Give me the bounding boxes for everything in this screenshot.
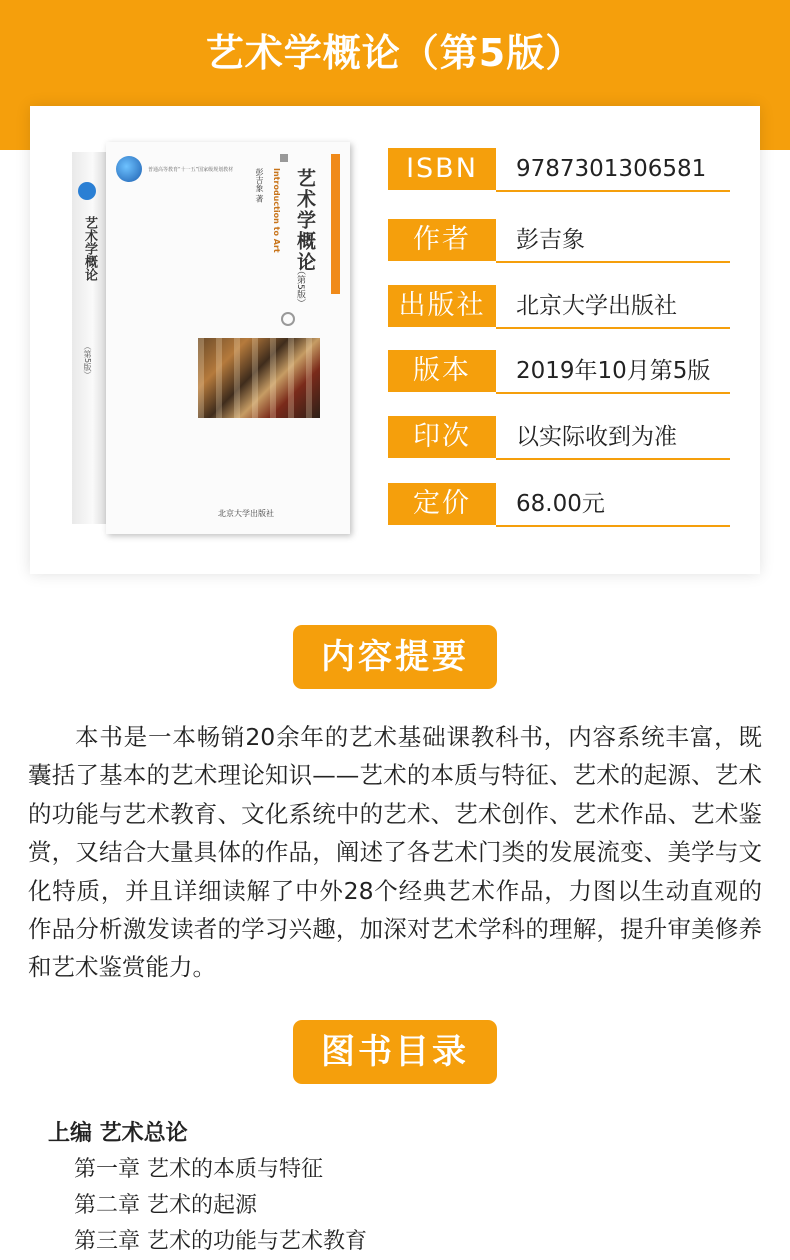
series-logo-icon [116,156,142,182]
spine-edition: （第5版） [83,342,92,380]
cover-title: 艺术学概论 [294,168,316,273]
cover-author: 彭吉象 著 [255,168,264,203]
summary-text: 本书是一本畅销20余年的艺术基础课教科书，内容系统丰富，既囊括了基本的艺术理论知识——艺术的本质与特征、艺术的起源、艺术的功能与艺术教育、文化系统中的艺术、艺术创作、艺术作品、艺术鉴赏，又结合大量具体的作品，阐述了各艺术门类的发展流变、美学与文化特质，并且详细读解了中外28个经典艺术作品，力图以生动直观的作品分析激发读者的学习兴趣，加深对艺术学科的理解，提升审美修养和艺术鉴赏能力。 [28,723,762,982]
cover-english-title: Introduction to Art [272,168,281,253]
info-value: 68.00元 [516,491,605,517]
info-value: 以实际收到为准 [516,424,677,450]
cover-edition: （第5版） [295,266,305,308]
cover-square-mark [280,154,288,162]
cover-ring-mark [281,312,295,326]
info-row-publisher [388,285,730,329]
toc-chapter: 第二章 艺术的起源 [74,1193,257,1218]
toc-chapter: 第一章 艺术的本质与特征 [74,1157,323,1182]
cover-series: 普通高等教育“十一五”国家级规划教材 [148,167,234,173]
info-row-author [388,219,730,263]
info-label: 印次 [388,416,496,458]
info-value: 北京大学出版社 [516,293,677,319]
cover-publisher: 北京大学出版社 [218,509,274,518]
info-row-isbn [388,148,730,192]
spine-badge-icon [78,182,96,200]
summary-section-title: 内容提要 [293,625,497,689]
book-info-card [30,106,760,574]
info-label: ISBN [388,148,496,190]
cover-painting [198,338,320,418]
spine-title: 艺术学概论 [82,216,97,281]
info-value: 彭吉象 [516,227,585,253]
toc-section-title: 图书目录 [293,1020,497,1084]
info-value: 2019年10月第5版 [516,358,711,384]
cover-accent-strip [331,154,340,294]
info-row-printing [388,416,730,460]
info-label: 定价 [388,483,496,525]
info-value: 9787301306581 [516,156,707,182]
toc-part: 上编 艺术总论 [48,1121,188,1146]
info-label: 版本 [388,350,496,392]
book-cover-image [72,142,350,534]
info-label: 作者 [388,219,496,261]
book-front-cover [106,142,350,534]
info-row-edition [388,350,730,394]
toc-chapter: 第三章 艺术的功能与艺术教育 [74,1229,367,1254]
info-row-price [388,483,730,527]
page-title: 艺术学概论（第5版） [205,31,585,75]
book-spine [72,152,106,524]
info-label: 出版社 [388,285,496,327]
table-of-contents [48,1116,748,1260]
